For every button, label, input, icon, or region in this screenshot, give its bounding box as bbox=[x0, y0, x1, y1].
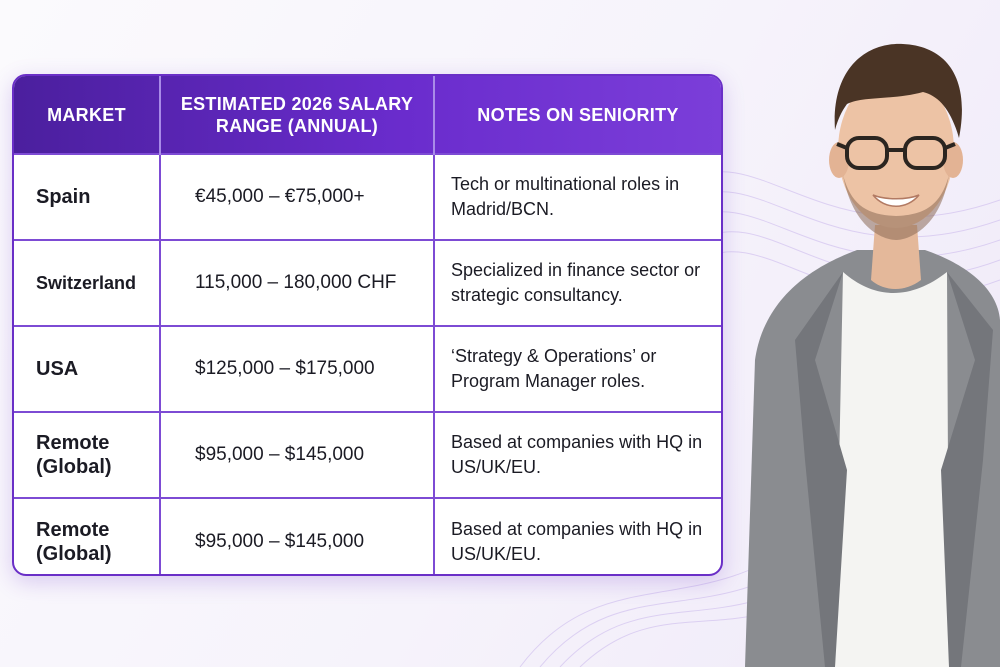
salary-table bbox=[14, 76, 721, 576]
header-market: MARKET bbox=[14, 76, 160, 154]
person-photo bbox=[735, 0, 1000, 667]
salary-cell: $125,000 – $175,000 bbox=[160, 326, 434, 412]
market-cell: Remote (Global) bbox=[14, 498, 160, 576]
salary-table-card bbox=[12, 74, 723, 576]
table-header-row bbox=[14, 76, 721, 154]
notes-cell: Specialized in finance sector or strategic consultancy. bbox=[434, 240, 721, 326]
salary-cell: $95,000 – $145,000 bbox=[160, 498, 434, 576]
salary-cell: $95,000 – $145,000 bbox=[160, 412, 434, 498]
notes-cell: ‘Strategy & Operations’ or Program Manager roles. bbox=[434, 326, 721, 412]
table-row bbox=[14, 154, 721, 240]
market-cell: Switzerland bbox=[14, 240, 160, 326]
table-row bbox=[14, 326, 721, 412]
table-row bbox=[14, 412, 721, 498]
market-cell: Remote (Global) bbox=[14, 412, 160, 498]
table-row bbox=[14, 240, 721, 326]
notes-cell: Based at companies with HQ in US/UK/EU. bbox=[434, 498, 721, 576]
header-salary-range: ESTIMATED 2026 SALARY RANGE (ANNUAL) bbox=[160, 76, 434, 154]
notes-cell: Based at companies with HQ in US/UK/EU. bbox=[434, 412, 721, 498]
salary-cell: €45,000 – €75,000+ bbox=[160, 154, 434, 240]
market-cell: Spain bbox=[14, 154, 160, 240]
table-row bbox=[14, 498, 721, 576]
notes-cell: Tech or multinational roles in Madrid/BCN. bbox=[434, 154, 721, 240]
salary-cell: 115,000 – 180,000 CHF bbox=[160, 240, 434, 326]
header-notes: NOTES ON SENIORITY bbox=[477, 104, 679, 125]
market-cell: USA bbox=[14, 326, 160, 412]
